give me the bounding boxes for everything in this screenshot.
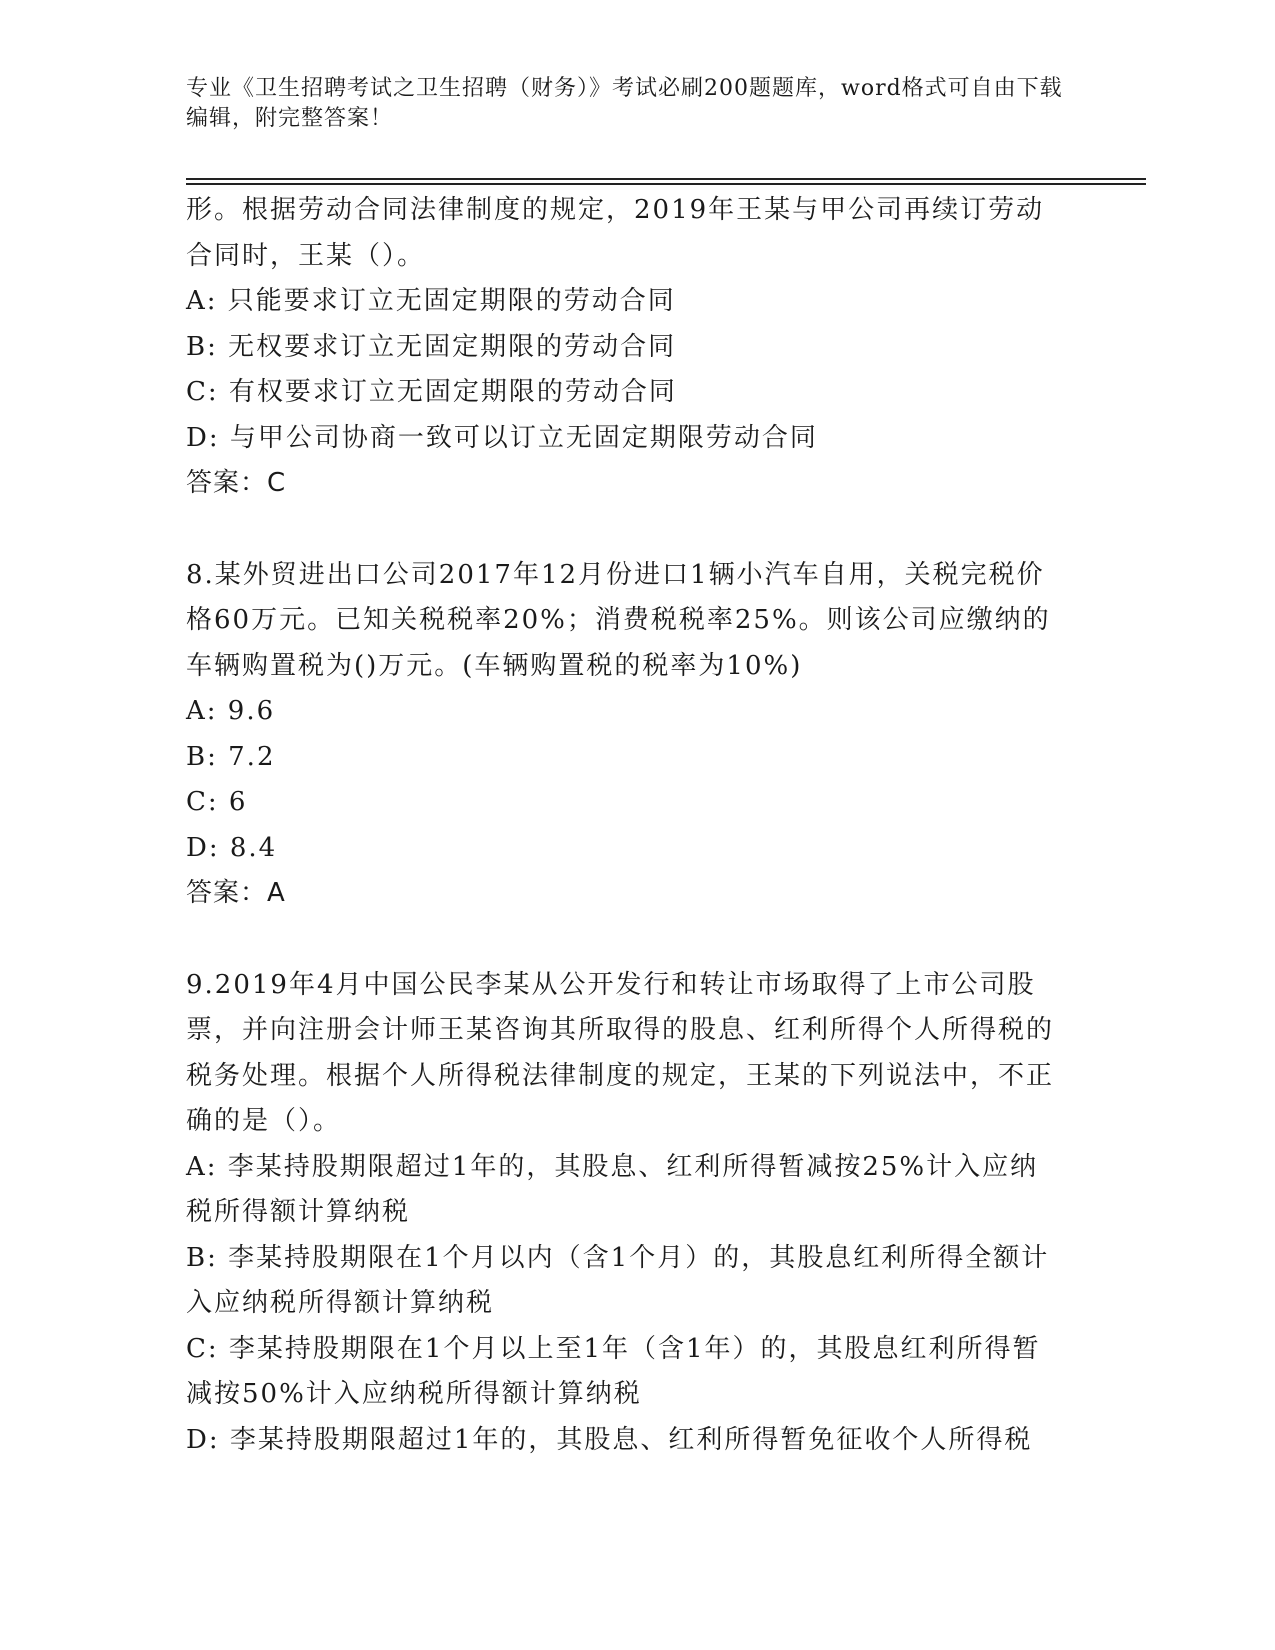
option-a: A: 只能要求订立无固定期限的劳动合同 xyxy=(186,286,676,316)
question-stem: 形。根据劳动合同法律制度的规定，2019年王某与甲公司再续订劳动合同时，王某（）。 xyxy=(186,195,1045,271)
option-a: A: 9.6 xyxy=(186,696,276,726)
answer-line: 答案：A xyxy=(186,878,286,908)
question-stem: 9.2019年4月中国公民李某从公开发行和转让市场取得了上市公司股票，并向注册会计师王某咨询其所取得的股息、红利所得个人所得税的税务处理。根据个人所得税法律制度的规定，王某的下列说法中，不正确的是（）。 xyxy=(186,969,1055,1136)
question-stem: 8.某外贸进出口公司2017年12月份进口1辆小汽车自用，关税完税价格60万元。已知关税税率20%；消费税税率25%。则该公司应缴纳的车辆购置税为()万元。(车辆购置税的税率为10%) xyxy=(186,559,1051,681)
option-b: B: 无权要求订立无固定期限的劳动合同 xyxy=(186,331,677,362)
header-rule-bottom xyxy=(186,183,1146,185)
option-c: C: 李某持股期限在1个月以上至1年（含1年）的，其股息红利所得暂减按50%计入应纳税所得额计算纳税 xyxy=(186,1333,1041,1409)
option-d: D: 与甲公司协商一致可以订立无固定期限劳动合同 xyxy=(186,422,818,453)
question-7 xyxy=(186,188,1066,507)
option-d: D: 8.4 xyxy=(186,832,278,863)
option-c: C: 有权要求订立无固定期限的劳动合同 xyxy=(186,377,677,407)
question-8 xyxy=(186,553,1066,917)
option-c: C: 6 xyxy=(186,787,248,817)
option-d: D: 李某持股期限超过1年的，其股息、红利所得暂免征收个人所得税 xyxy=(186,1424,1033,1455)
question-9 xyxy=(186,963,1066,1464)
document-header: 专业《卫生招聘考试之卫生招聘（财务）》考试必刷200题题库，word格式可自由下载编辑，附完整答案！ xyxy=(186,76,1063,131)
option-b: B: 李某持股期限在1个月以内（含1个月）的，其股息红利所得全额计入应纳税所得额计算纳税 xyxy=(186,1242,1050,1318)
document-body xyxy=(186,188,1066,1509)
answer-line: 答案：C xyxy=(186,468,287,498)
option-a: A: 李某持股期限超过1年的，其股息、红利所得暂减按25%计入应纳税所得额计算纳税 xyxy=(186,1151,1039,1227)
header-rule-top xyxy=(186,178,1146,180)
option-b: B: 7.2 xyxy=(186,741,276,772)
